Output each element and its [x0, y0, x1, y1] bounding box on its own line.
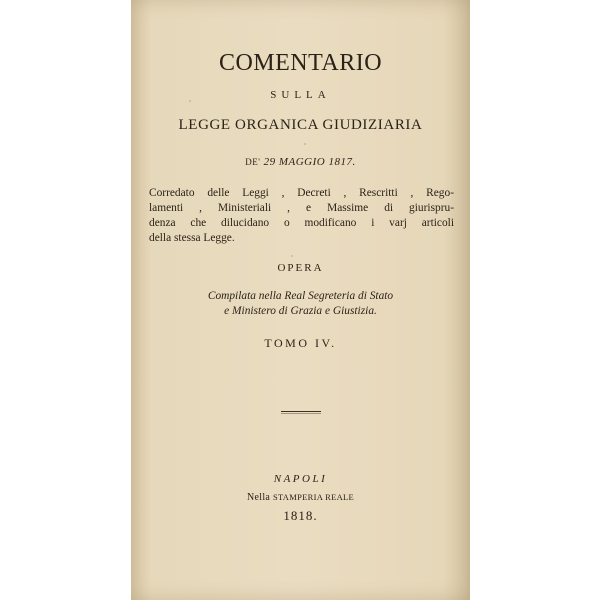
compiler-statement [131, 289, 470, 319]
page-content [131, 0, 470, 600]
printer-name: STAMPERIA REALE [272, 492, 354, 502]
imprint-printer [131, 492, 470, 503]
printer-prefix: Nella [246, 492, 271, 503]
paper-speck [291, 255, 293, 257]
description-line: della stessa Legge. [149, 232, 235, 244]
volume-number: TOMO IV. [264, 336, 337, 350]
imprint-city: NAPOLI [273, 473, 328, 485]
date-text: 29 MAGGIO 1817. [263, 156, 356, 168]
description-line: denza che dilucidano o modificano i varj articoli [149, 217, 454, 229]
opera-label: OPERA [277, 262, 324, 274]
description-paragraph [149, 186, 454, 246]
compiler-line: Compilata nella Real Segreteria di Stato [207, 290, 394, 302]
law-date [131, 156, 470, 168]
book-title-page [131, 0, 470, 600]
compiler-line: e Ministero di Grazia e Giustizia. [224, 305, 377, 317]
imprint-year: 1818. [283, 508, 318, 523]
description-line: Corredato delle Leggi , Decreti , Rescritti , Rego- [149, 187, 454, 199]
book-subtitle: LEGGE ORGANICA GIUDIZIARIA [178, 117, 423, 133]
date-prefix: DE' [245, 157, 261, 167]
title-connector: SULLA [270, 89, 331, 101]
book-title: COMENTARIO [218, 50, 383, 76]
description-line: lamenti , Ministeriali , e Massime di giurispru- [149, 202, 454, 214]
paper-speck [304, 143, 306, 145]
decorative-rule [281, 411, 321, 412]
